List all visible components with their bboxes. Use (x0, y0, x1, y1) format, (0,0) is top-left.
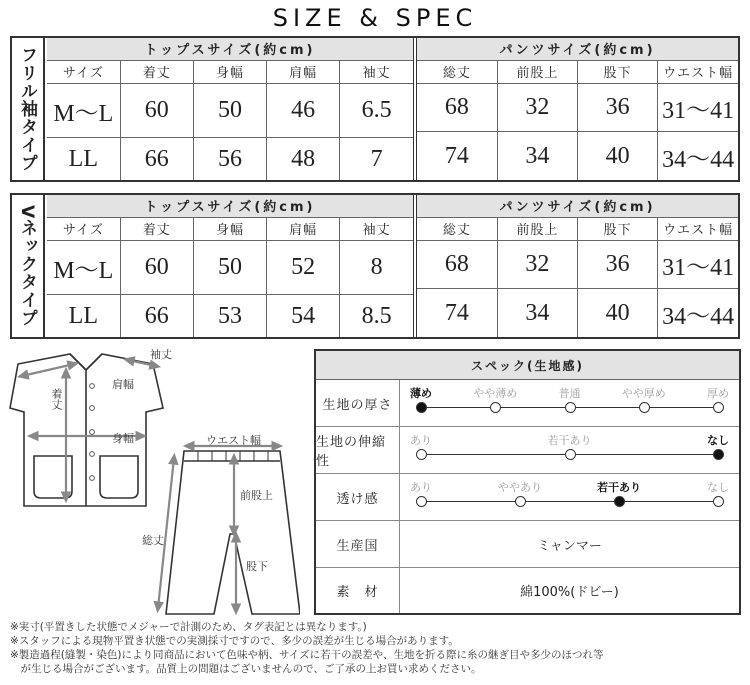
value-cell: 60 (120, 83, 193, 138)
garment-illustration (8, 346, 300, 618)
page-title: SIZE & SPEC (272, 4, 478, 32)
scale-stretch (400, 427, 739, 473)
spec-row-thickness (316, 380, 739, 427)
pants-header: パンツサイズ(約cm) (417, 38, 738, 60)
value-cell: 34 (497, 132, 577, 180)
scale-dot (639, 402, 650, 413)
label-shoulder: 肩幅 (112, 378, 134, 391)
scale-dot (416, 449, 427, 460)
note-line: ※実寸(平置きした状態でメジャーで計測のため、タグ表記とは異なります。) (10, 621, 367, 633)
size-cell: LL (47, 295, 120, 337)
size-table-frill (10, 36, 740, 182)
table-row (417, 83, 738, 132)
label-total: 総丈 (142, 534, 164, 547)
table-row (417, 240, 738, 289)
value-cell: 34〜44 (658, 132, 738, 180)
col-header: ウエスト幅 (658, 60, 738, 83)
tops-header: トップスサイズ(約cm) (47, 38, 413, 60)
value-cell: 50 (193, 83, 266, 138)
scale-option-label: 若干あり (547, 434, 592, 447)
material-value: 綿100%(ドビー) (520, 585, 619, 600)
table-row (417, 132, 738, 180)
value-cell: 48 (267, 138, 340, 180)
col-header: 袖丈 (340, 60, 413, 83)
col-header: ウエスト幅 (658, 217, 738, 240)
scale-dot (416, 496, 427, 507)
col-header: 前股上 (497, 217, 577, 240)
value-cell: 32 (497, 240, 577, 289)
right-pocket (100, 456, 138, 498)
value-cell: 7 (340, 138, 413, 180)
country-value: ミャンマー (537, 538, 602, 554)
value-cell: 34 (497, 289, 577, 337)
table-row (47, 138, 413, 180)
spec-label: 生地の厚さ (316, 380, 400, 426)
scale-line (421, 501, 718, 502)
scale-dot (565, 449, 576, 460)
spec-row-material (316, 568, 739, 613)
scale-dot (713, 496, 724, 507)
scale-dot-selected (416, 402, 427, 413)
value-cell: 66 (120, 138, 193, 180)
value-cell: 8 (340, 240, 413, 295)
table-row (47, 83, 413, 138)
pants-header: パンツサイズ(約cm) (417, 195, 738, 217)
col-header: 肩幅 (267, 60, 340, 83)
scale-option-label: あり (410, 481, 432, 494)
scale-option-label: なし (707, 481, 729, 494)
col-header: 袖丈 (340, 217, 413, 240)
garment-diagram (8, 346, 300, 618)
value-cell: 36 (578, 83, 658, 132)
note-line: が生じる場合がございます。品質上の問題はございませんので、ご了承の上お買い求めください。 (10, 663, 482, 675)
type-label: Vネックタイプ (12, 195, 45, 337)
value-cell: 54 (267, 295, 340, 337)
scale-dot (565, 402, 576, 413)
spec-label: 透け感 (316, 474, 400, 520)
notes (10, 620, 745, 676)
value-cell: 31〜41 (658, 240, 738, 289)
value-cell: 68 (417, 240, 497, 289)
scale-option-label: やや薄め (473, 387, 518, 400)
value-cell: 40 (578, 132, 658, 180)
value-cell: 31〜41 (658, 83, 738, 132)
value-cell: 68 (417, 83, 497, 132)
spec-header: スペック(生地感) (316, 351, 739, 380)
scale-option-label: やや厚め (621, 387, 666, 400)
spec-label: 素 材 (316, 568, 400, 613)
value-cell: 6.5 (340, 83, 413, 138)
scale-thickness (400, 380, 739, 426)
tops-size-table (47, 195, 413, 337)
col-header: 身幅 (193, 60, 266, 83)
size-cell: LL (47, 138, 120, 180)
col-header: 前股上 (497, 60, 577, 83)
value-cell: 74 (417, 289, 497, 337)
col-header: 着丈 (120, 60, 193, 83)
value-cell: 32 (497, 83, 577, 132)
col-header: 着丈 (120, 217, 193, 240)
size-cell: M〜L (47, 240, 120, 295)
spec-row-country (316, 521, 739, 568)
spec-label: 生産国 (316, 521, 400, 567)
value-cell: 40 (578, 289, 658, 337)
table-row (47, 240, 413, 295)
label-inseam: 股下 (246, 560, 268, 573)
col-header: 総丈 (417, 217, 497, 240)
value-cell: 52 (267, 240, 340, 295)
value-cell: 66 (120, 295, 193, 337)
value-cell: 36 (578, 240, 658, 289)
col-header: サイズ (47, 60, 120, 83)
value-cell: 8.5 (340, 295, 413, 337)
pants-size-table (417, 38, 738, 180)
value-cell: 74 (417, 132, 497, 180)
col-header: 股下 (578, 217, 658, 240)
value-cell: 46 (267, 83, 340, 138)
col-header: 身幅 (193, 217, 266, 240)
value-cell: 56 (193, 138, 266, 180)
size-table-vneck (10, 193, 740, 339)
fabric-spec-table (314, 349, 741, 615)
col-header: サイズ (47, 217, 120, 240)
value-cell: 60 (120, 240, 193, 295)
label-sleeve: 袖丈 (150, 348, 172, 361)
label-rise: 前股上 (240, 489, 273, 502)
table-row (47, 295, 413, 337)
scale-option-label: なし (707, 434, 729, 447)
label-body: 身幅 (112, 432, 134, 445)
type-label: フリル袖タイプ (12, 38, 45, 180)
scale-dot (490, 402, 501, 413)
value-cell: 50 (193, 240, 266, 295)
scale-option-label: 薄め (410, 387, 432, 400)
scale-option-label: 厚め (707, 387, 729, 400)
size-cell: M〜L (47, 83, 120, 138)
scale-dot (713, 402, 724, 413)
note-line: ※スタッフによる現物平置き状態での実測採寸ですので、多少の誤差が生じる場合があります。 (10, 635, 459, 647)
value-cell: 34〜44 (658, 289, 738, 337)
label-length: 着丈 (50, 388, 63, 410)
spec-row-sheerness (316, 474, 739, 521)
col-header: 総丈 (417, 60, 497, 83)
scale-dot (515, 496, 526, 507)
scale-option-label: ややあり (498, 481, 542, 494)
scale-option-label: 普通 (558, 387, 581, 400)
scale-option-label: あり (410, 434, 432, 447)
spec-row-stretch (316, 427, 739, 474)
label-waist: ウエスト幅 (206, 434, 261, 447)
col-header: 股下 (578, 60, 658, 83)
pants-size-table (417, 195, 738, 337)
note-line: ※製造過程(縫製・染色)により同商品において色味や柄、サイズに若干の誤差や、生地を折る際に糸の継ぎ目や多少のほつれ等 (10, 649, 604, 661)
scale-sheerness (400, 474, 739, 520)
spec-label: 生地の伸縮性 (316, 427, 400, 473)
col-header: 肩幅 (267, 217, 340, 240)
tops-header: トップスサイズ(約cm) (47, 195, 413, 217)
value-cell: 53 (193, 295, 266, 337)
scale-dot-selected (713, 449, 724, 460)
tops-size-table (47, 38, 413, 180)
scale-option-label: 若干あり (597, 481, 641, 494)
scale-dot-selected (614, 496, 625, 507)
table-row (417, 289, 738, 337)
